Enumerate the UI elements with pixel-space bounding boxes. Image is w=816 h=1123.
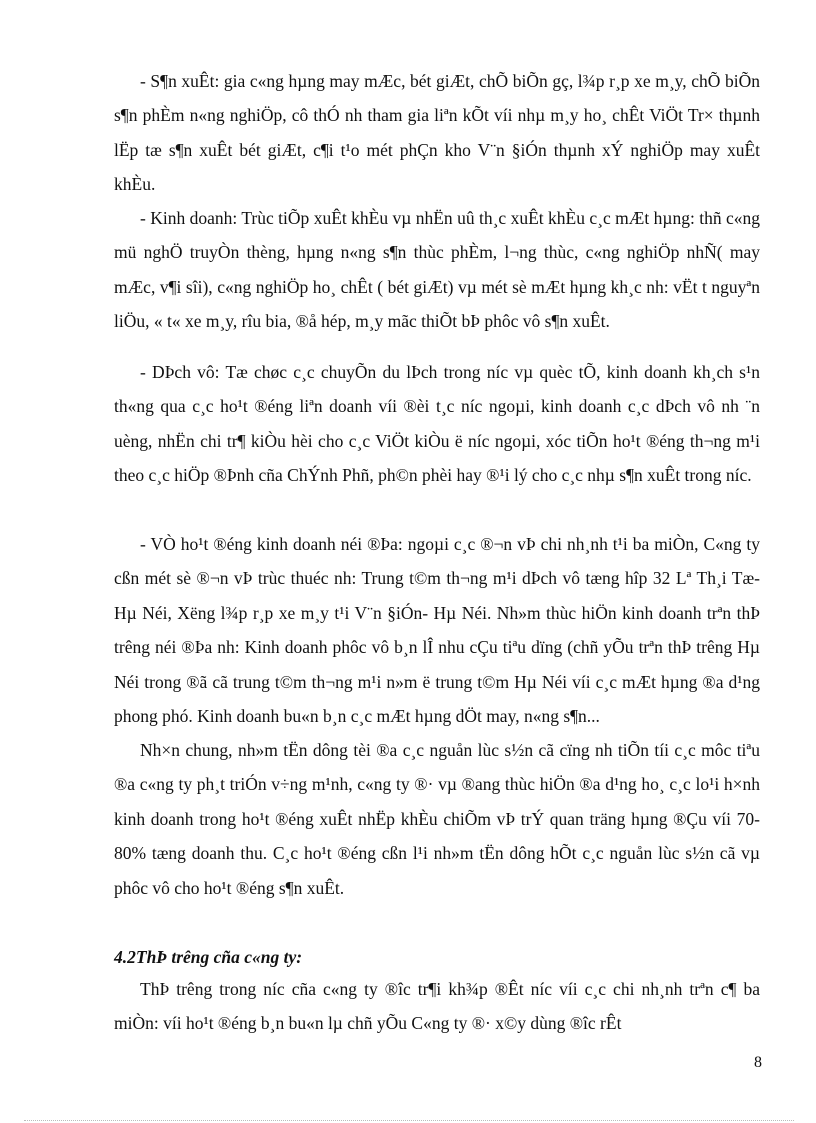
paragraph-domestic-business: - VÒ ho¹t ®éng kinh doanh néi ®Þa: ngoµi c¸c ®¬n vÞ chi nh¸nh t¹i ba miÒn, C«ng ty cßn mét sè ®¬n vÞ trùc thuéc nh: Trung t©m th¬ng m¹i dÞch vô tæng hîp 32 Lª Th¸i Tæ- Hµ Néi, Xëng l¾p r¸p xe m¸y t¹i V¨n §iÓn- Hµ Néi. Nh»m thùc hiÖn kinh doanh trªn thÞ trêng néi ®Þa nh: Kinh doanh phôc vô b¸n lÎ nhu cÇu tiªu dïng (chñ yÕu trªn thÞ trêng Hµ Néi trong ®ã cã trung t©m th¬ng m¹i n»m ë trung t©m Hµ Néi víi c¸c mÆt hµng ®a d¹ng phong phó. Kinh doanh bu«n b¸n c¸c mÆt hµng dÖt may, n«ng s¶n... [114, 534, 760, 727]
page-bottom-rule [24, 1120, 794, 1121]
paragraph-production: - S¶n xuÊt: gia c«ng hµng may mÆc, bét giÆt, chÕ biÕn gç, l¾p r¸p xe m¸y, chÕ biÕn s¶n phÈm n«ng nghiÖp, cô thÓ nh tham gia liªn kÕt víi nhµ m¸y ho¸ chÊt ViÖt Tr× thµnh lËp tæ s¶n xuÊt bét giÆt, c¶i t¹o mét phÇn kho V¨n §iÓn thµnh xÝ nghiÖp may xuÊt khÈu. [114, 71, 760, 195]
paragraph-business: - Kinh doanh: Trùc tiÕp xuÊt khÈu vµ nhËn uû th¸c xuÊt khÈu c¸c mÆt hµng: thñ c«ng mü nghÖ truyÒn thèng, hµng n«ng s¶n thùc phÈm, l¬ng thùc, c«ng nghiÖp nhÑ( may mÆc, v¶i sîi), c«ng nghiÖp ho¸ chÊt ( bét giÆt) vµ mét sè mÆt hµng kh¸c nh: vËt t nguyªn liÖu, « t« xe m¸y, rîu bia, ®å hép, m¸y mãc thiÕt bÞ phôc vô s¶n xuÊt. [114, 208, 760, 332]
paragraph-market: ThÞ trêng trong níc cña c«ng ty ®îc tr¶i kh¾p ®Êt níc víi c¸c chi nh¸nh trªn c¶ ba miÒn: víi ho¹t ®éng b¸n bu«n lµ chñ yÕu C«ng ty ®· x©y dùng ®îc rÊt [114, 979, 760, 1034]
page-number: 8 [754, 1054, 762, 1071]
section-heading: 4.2ThÞ trêng cña c«ng ty: [114, 947, 303, 967]
paragraph-summary: Nh×n chung, nh»m tËn dông tèi ®a c¸c nguån lùc s½n cã cïng nh tiÕn tíi c¸c môc tiªu ®a c«ng ty ph¸t triÓn v÷ng m¹nh, c«ng ty ®· vµ ®ang thùc hiÖn ®a d¹ng ho¸ c¸c lo¹i h×nh kinh doanh trong ho¹t ®éng xuÊt nhËp khÈu chiÕm vÞ trÝ quan träng hµng ®Çu víi 70- 80% tæng doanh thu. C¸c ho¹t ®éng cßn l¹i nh»m tËn dông hÕt c¸c nguån lùc s½n cã vµ phôc vô cho ho¹t ®éng s¶n xuÊt. [114, 740, 760, 898]
paragraph-services: - DÞch vô: Tæ chøc c¸c chuyÕn du lÞch trong níc vµ quèc tÕ, kinh doanh kh¸ch s¹n th«ng qua c¸c ho¹t ®éng liªn doanh víi ®èi t¸c níc ngoµi, kinh doanh c¸c dÞch vô nh ¨n uèng, nhËn chi tr¶ kiÒu hèi cho c¸c ViÖt kiÒu ë níc ngoµi, xóc tiÕn ho¹t ®éng th¬ng m¹i theo c¸c hiÖp ®Þnh cña ChÝnh Phñ, ph©n phèi hay ®¹i lý cho c¸c nhµ s¶n xuÊt trong níc. [114, 362, 760, 486]
